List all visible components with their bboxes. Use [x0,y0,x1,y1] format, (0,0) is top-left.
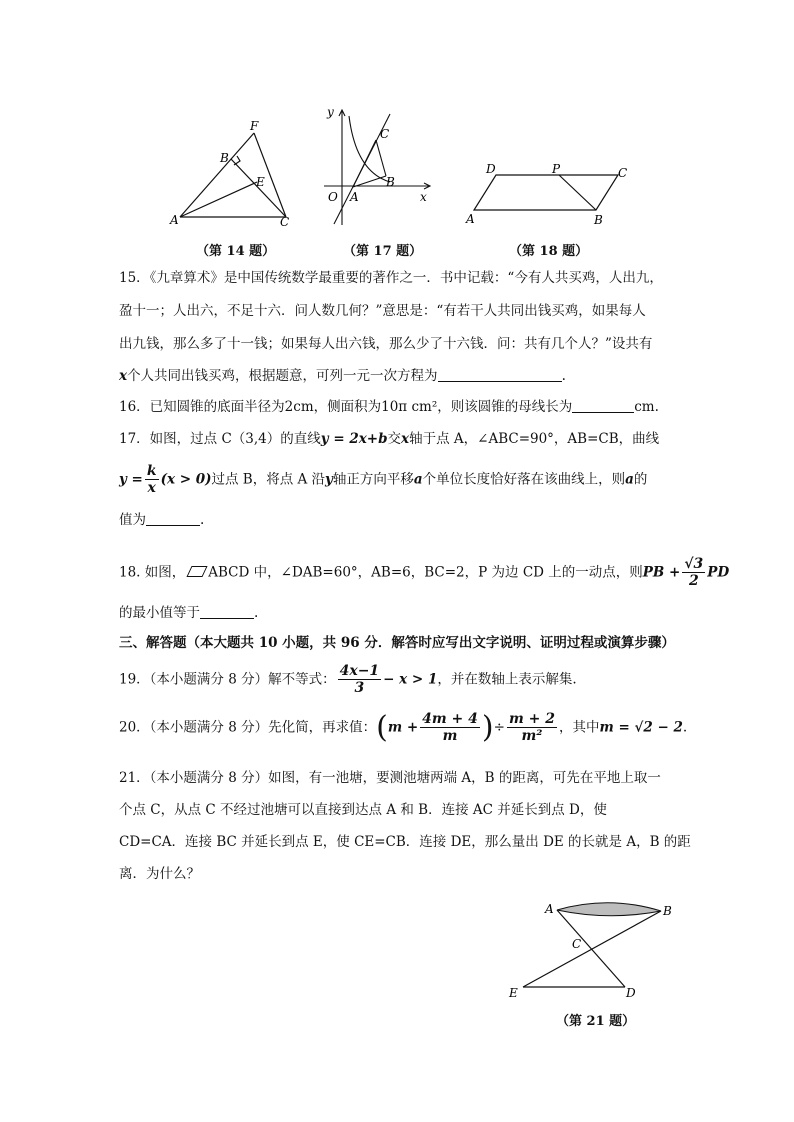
q17-answer-blank[interactable] [146,512,200,526]
q15-line2: 盈十一；人出六，不足十六．问人数几何？”意思是：“有若干人共同出钱买鸡，如果每人 [119,303,646,319]
q17-text-a: 17．如图，过点 C（3,4）的直线 [119,431,321,447]
q15-answer-blank[interactable] [438,368,562,382]
fig14-label-A: A [170,213,179,227]
fig17-caption: （第 17 题） [343,244,423,259]
q18-text-b: ABCD 中，∠DAB=60°，AB=6，BC=2，P 为边 CD 上的一动点，则 [208,564,643,581]
q19-frac-den: 3 [354,680,365,696]
q19-inequality-rest: − x > 1 [383,671,438,688]
fig14-label-C: C [280,215,290,229]
q17-text-g: 的 [633,471,648,488]
q15-line4 [119,367,566,385]
fig14-caption: （第 14 题） [196,244,276,259]
fig21-label-E: E [509,986,518,1000]
q20-m-plus: m + [387,719,419,736]
q17-text-f: 个单位长度恰好落在该曲线上，则 [422,471,626,488]
q15-end: . [561,368,566,384]
q19-text-a: 19．（本小题满分 8 分）解不等式： [119,671,336,688]
q19-line [119,664,577,696]
q17-curve-y: y = [119,471,143,488]
q18-answer-blank[interactable] [200,605,254,619]
fig21-label-D: D [626,986,636,1000]
q17-frac-num: k [146,463,157,479]
q18-end: . [254,605,259,621]
q18-frac-num: √3 [684,556,704,572]
fig18-label-D: D [486,162,496,176]
q17-var-y: y [325,471,333,488]
fig21-caption: （第 21 题） [556,1014,636,1029]
q21-line3: CD=CA．连接 BC 并延长到点 E，使 CE=CB．连接 DE，那么量出 DE 的长就是 A，B 的距 [119,834,691,850]
q18-text-c: 的最小值等于 [119,605,200,621]
q20-left-paren-icon: ( [376,710,388,745]
q18-line2 [119,604,258,622]
q17-text-h: 值为 [119,512,146,528]
fig21-label-C: C [572,937,582,951]
q18-line1 [119,557,729,589]
q17-line2 [119,464,647,496]
q18-text-a: 18. 如图， [119,564,186,581]
q15-text: 个人共同出钱买鸡，根据题意，可列一元一次方程为 [127,368,438,384]
q17-line1 [119,430,659,448]
q19-fraction [338,664,382,696]
q15-line3: 出九钱，那么多了十一钱；如果每人出六钱，那么少了十六钱．问：共有几个人？”设共有 [119,336,653,352]
fig21-label-A: A [545,902,554,916]
parallelogram-icon [187,566,208,577]
q20-fraction-2 [507,712,557,744]
fig17-label-C: C [380,127,390,141]
q17-condition: (x > 0) [160,471,212,488]
q20-end: . [682,719,688,736]
q17-fraction-k-x [145,464,159,496]
q19-text-b: ，并在数轴上表示解集. [437,671,577,688]
q20-m-value: m = √2 − 2 [599,719,683,736]
q20-frac1-den: m [442,728,458,744]
q18-frac-den: 2 [688,573,699,589]
q16-text: 16．已知圆锥的底面半径为2cm，侧面积为10π cm²，则该圆锥的母线长为 [119,399,573,415]
q18-fraction-sqrt3-2 [682,557,705,589]
fig18-label-P: P [552,162,561,176]
fig14-label-F: F [250,120,259,133]
fig17-label-A: A [350,190,359,204]
q16-end: cm. [634,399,659,415]
q17-line3 [119,511,204,529]
q18-pb: PB + [642,564,681,581]
q17-line-equation: y = 2x+b [320,431,388,447]
q20-right-paren-icon: ) [481,710,494,745]
figure-17 [318,100,440,230]
q20-frac2-num: m + 2 [508,711,555,727]
q20-frac1-num: 4m + 4 [422,711,478,727]
q17-var-a1: a [413,471,423,488]
fig17-label-O: O [328,190,338,204]
q20-text-a: 20．（本小题满分 8 分）先化简，再求值： [119,719,377,736]
q20-line [119,712,687,744]
q17-text-c: 轴于点 A，∠ABC=90°，AB=CB，曲线 [409,431,660,447]
q17-var-a2: a [625,471,634,488]
q17-text-e: 轴正方向平移 [332,471,414,488]
q21-line2: 个点 C，从点 C 不经过池塘可以直接到达点 A 和 B．连接 AC 并延长到点 D，使 [119,802,607,818]
q17-frac-den: x [147,480,156,496]
fig17-label-x: x [420,190,427,204]
q15-var-x: x [119,368,128,384]
q17-end: . [200,512,205,528]
q16-answer-blank[interactable] [572,399,634,413]
q16-line [119,398,659,416]
q18-pd: PD [707,564,730,581]
q20-text-b: ，其中 [558,719,600,736]
fig18-caption: （第 18 题） [509,244,589,259]
fig17-label-y: y [327,105,334,119]
q17-text-d: 过点 B，将点 A 沿 [211,471,326,488]
figure-14 [168,120,308,230]
q20-fraction-1 [420,712,480,744]
q20-divide: ÷ [493,719,505,736]
fig18-label-A: A [466,212,475,226]
fig18-label-C: C [618,166,628,180]
fig14-label-E: E [256,175,265,189]
q21-line4: 离．为什么？ [119,866,200,882]
section-3-heading: 三、解答题（本大题共 10 小题，共 96 分．解答时应写出文字说明、证明过程或演算步骤） [119,635,675,651]
fig14-label-B: B [220,151,229,165]
q15-line1: 15．《九章算术》是中国传统数学最重要的著作之一．书中记载：“今有人共买鸡，人出九， [119,270,663,286]
fig18-label-B: B [594,213,603,227]
q17-var-x: x [401,431,410,447]
q20-frac2-den: m² [521,728,543,744]
fig21-label-B: B [663,904,672,918]
figure-18 [462,160,642,230]
q19-frac-num: 4x−1 [339,663,380,679]
figure-21 [505,895,685,1005]
fig17-label-B: B [386,175,395,189]
q17-text-b: 交 [387,431,402,447]
q21-line1: 21．（本小题满分 8 分）如图，有一池塘，要测池塘两端 A，B 的距离，可先在平地上取一 [119,770,661,786]
